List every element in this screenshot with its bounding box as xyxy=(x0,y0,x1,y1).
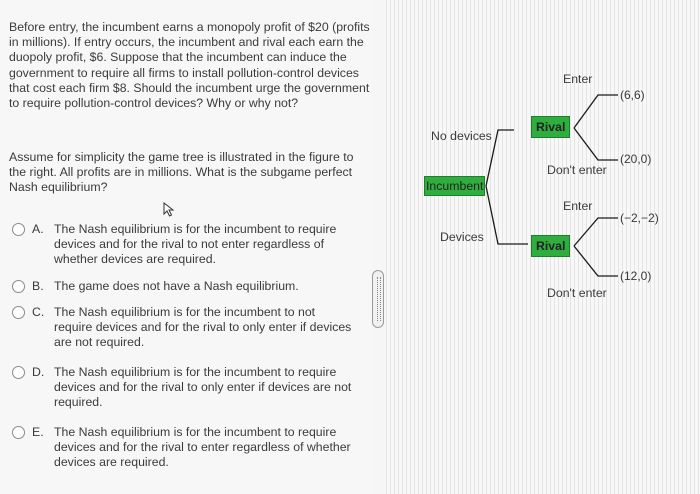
label-enter-top: Enter xyxy=(563,72,593,86)
option-text: The Nash equilibrium is for the incumbent to require devices and for the rival to only enter if devices are not required. xyxy=(54,365,352,410)
question-paragraph-2: Assume for simplicity the game tree is illustrated in the figure to the right. All profits are in millions. What is the subgame perfect Nash equilibrium? xyxy=(9,150,354,195)
radio-button[interactable] xyxy=(12,426,25,439)
node-rival-top: Rival xyxy=(531,116,570,138)
radio-button[interactable] xyxy=(12,366,25,379)
node-rival-bottom: Rival xyxy=(531,235,570,257)
rival1-enter xyxy=(574,95,618,128)
label-dont-enter-top: Don't enter xyxy=(547,163,607,177)
label-no-devices: No devices xyxy=(431,129,492,143)
panel-resize-handle[interactable] xyxy=(372,270,384,328)
option-c[interactable] xyxy=(12,305,368,351)
radio-button[interactable] xyxy=(12,223,25,236)
option-letter: D. xyxy=(32,365,45,379)
branch-devices xyxy=(486,186,528,244)
rival2-enter xyxy=(574,218,618,246)
radio-button[interactable] xyxy=(12,280,25,293)
radio-button[interactable] xyxy=(12,306,25,319)
option-letter: E. xyxy=(32,425,44,439)
option-text: The Nash equilibrium is for the incumbent to require devices and for the rival to enter regardless of whether devices are required. xyxy=(54,425,351,470)
option-d[interactable] xyxy=(12,365,368,411)
node-incumbent: Incumbent xyxy=(424,176,485,196)
option-text: The Nash equilibrium is for the incumbent to require devices and for the rival to not enter regardless of whether devices are required. xyxy=(54,222,337,267)
option-letter: A. xyxy=(32,222,44,236)
game-tree-figure xyxy=(386,0,700,494)
label-devices: Devices xyxy=(440,230,484,244)
option-letter: B. xyxy=(32,279,44,293)
question-paragraph-1: Before entry, the incumbent earns a monopoly profit of $20 (profits in millions). If entry occurs, the incumbent and rival each earn the duopoly profit, $6. Suppose that the incumbent can induce the government to require all firms to install pollution-control devices that cost each firm $8. Should the incumbent urge the government to require pollution-control devices? Why or why not? xyxy=(9,20,370,111)
payoff-12-0: (12,0) xyxy=(620,269,652,283)
option-letter: C. xyxy=(32,305,45,319)
option-a[interactable] xyxy=(12,222,368,268)
mouse-cursor-icon xyxy=(163,202,177,218)
label-dont-enter-bottom: Don't enter xyxy=(547,286,607,300)
option-text: The game does not have a Nash equilibrium. xyxy=(54,279,299,293)
option-b[interactable] xyxy=(12,279,368,294)
option-text: The Nash equilibrium is for the incumbent to not require devices and for the rival to only enter if devices are not required. xyxy=(54,305,352,350)
payoff-6-6: (6,6) xyxy=(620,88,645,102)
rival1-dont-enter xyxy=(574,128,618,160)
option-e[interactable] xyxy=(12,425,368,471)
label-enter-bottom: Enter xyxy=(563,199,593,213)
payoff-20-0: (20,0) xyxy=(620,152,652,166)
payoff-neg2-neg2: (−2,−2) xyxy=(620,211,659,225)
rival2-dont-enter xyxy=(574,246,618,276)
